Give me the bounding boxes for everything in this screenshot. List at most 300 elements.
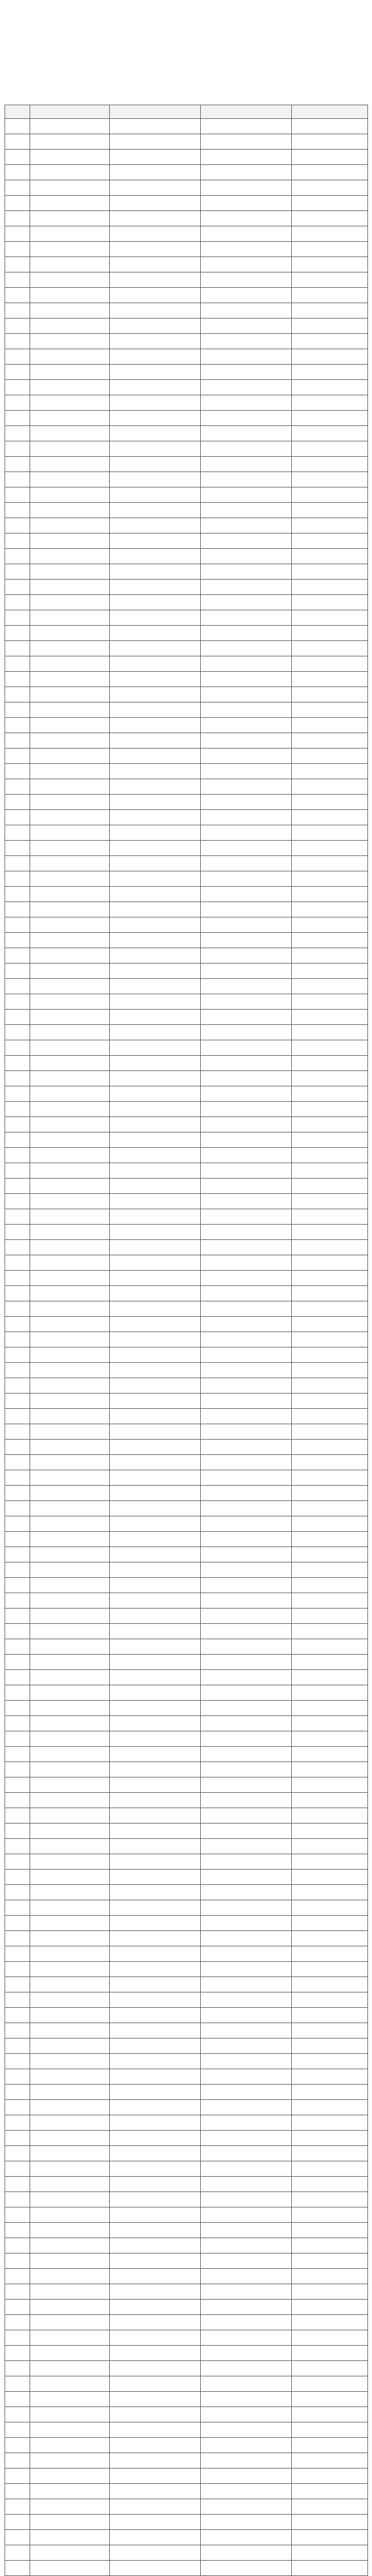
table-cell bbox=[292, 1301, 368, 1317]
table-header bbox=[5, 105, 368, 119]
table-cell bbox=[110, 2161, 201, 2177]
table-cell bbox=[292, 933, 368, 948]
table-cell bbox=[5, 1885, 30, 1900]
table-cell bbox=[110, 979, 201, 994]
table-cell bbox=[201, 764, 292, 779]
table-cell bbox=[201, 1378, 292, 1394]
table-cell bbox=[30, 2346, 110, 2361]
table-cell bbox=[30, 1870, 110, 1885]
table-cell bbox=[5, 2392, 30, 2407]
table-cell bbox=[5, 871, 30, 887]
notice-line bbox=[6, 67, 366, 78]
table-cell bbox=[110, 1240, 201, 1255]
table-cell bbox=[292, 1394, 368, 1409]
table-cell bbox=[201, 2376, 292, 2392]
table-cell bbox=[110, 779, 201, 795]
table-row bbox=[5, 871, 368, 887]
table-cell bbox=[292, 2545, 368, 2561]
table-cell bbox=[292, 2146, 368, 2161]
table-row bbox=[5, 2284, 368, 2300]
table-cell bbox=[5, 687, 30, 702]
table-cell bbox=[30, 580, 110, 595]
table-cell bbox=[201, 933, 292, 948]
table-cell bbox=[110, 2131, 201, 2146]
table-cell bbox=[292, 749, 368, 764]
table-row bbox=[5, 1870, 368, 1885]
table-cell bbox=[292, 411, 368, 426]
table-cell bbox=[110, 1394, 201, 1409]
table-cell bbox=[110, 1716, 201, 1731]
table-row bbox=[5, 749, 368, 764]
table-cell bbox=[292, 856, 368, 871]
table-cell bbox=[5, 2254, 30, 2269]
table-cell bbox=[30, 2300, 110, 2315]
table-cell bbox=[110, 226, 201, 242]
table-cell bbox=[110, 1102, 201, 1117]
table-cell bbox=[30, 2499, 110, 2515]
table-cell bbox=[110, 2284, 201, 2300]
table-row bbox=[5, 1455, 368, 1470]
table-cell bbox=[110, 1086, 201, 1102]
table-row bbox=[5, 1992, 368, 2008]
table-cell bbox=[30, 1255, 110, 1271]
table-cell bbox=[30, 1977, 110, 1992]
table-cell bbox=[201, 1747, 292, 1762]
table-cell bbox=[5, 1824, 30, 1839]
table-row bbox=[5, 764, 368, 779]
table-cell bbox=[30, 534, 110, 549]
table-cell bbox=[292, 1271, 368, 1286]
table-cell bbox=[30, 2192, 110, 2207]
table-cell bbox=[110, 841, 201, 856]
table-cell bbox=[5, 319, 30, 334]
table-cell bbox=[5, 1992, 30, 2008]
table-cell bbox=[292, 1532, 368, 1547]
table-cell bbox=[292, 1317, 368, 1332]
table-cell bbox=[292, 2315, 368, 2330]
table-row bbox=[5, 1716, 368, 1731]
table-cell bbox=[292, 1440, 368, 1455]
table-cell bbox=[110, 1470, 201, 1486]
table-cell bbox=[201, 2330, 292, 2346]
table-cell bbox=[30, 1363, 110, 1378]
table-row bbox=[5, 2008, 368, 2023]
table-cell bbox=[201, 134, 292, 150]
table-cell bbox=[5, 933, 30, 948]
table-cell bbox=[201, 1946, 292, 1962]
table-cell bbox=[292, 994, 368, 1010]
table-cell bbox=[110, 1225, 201, 1240]
table-cell bbox=[110, 1839, 201, 1854]
table-cell bbox=[5, 2346, 30, 2361]
table-cell bbox=[292, 1916, 368, 1931]
table-cell bbox=[201, 1225, 292, 1240]
table-row bbox=[5, 1086, 368, 1102]
table-cell bbox=[201, 1470, 292, 1486]
table-cell bbox=[5, 1117, 30, 1132]
table-cell bbox=[292, 1056, 368, 1071]
table-cell bbox=[292, 349, 368, 365]
table-cell bbox=[292, 1685, 368, 1701]
table-cell bbox=[5, 334, 30, 349]
table-cell bbox=[30, 841, 110, 856]
table-cell bbox=[30, 1163, 110, 1179]
table-cell bbox=[110, 1609, 201, 1624]
table-cell bbox=[292, 365, 368, 380]
table-cell bbox=[30, 242, 110, 257]
table-cell bbox=[292, 2499, 368, 2515]
table-cell bbox=[110, 2530, 201, 2545]
table-cell bbox=[201, 2131, 292, 2146]
table-cell bbox=[292, 1347, 368, 1363]
table-cell bbox=[30, 1609, 110, 1624]
table-cell bbox=[110, 119, 201, 134]
table-cell bbox=[292, 626, 368, 641]
table-cell bbox=[30, 1747, 110, 1762]
table-row bbox=[5, 365, 368, 380]
table-row bbox=[5, 1040, 368, 1056]
table-cell bbox=[5, 134, 30, 150]
table-cell bbox=[110, 411, 201, 426]
table-cell bbox=[30, 119, 110, 134]
table-cell bbox=[201, 610, 292, 626]
table-cell bbox=[292, 1762, 368, 1777]
table-cell bbox=[5, 1808, 30, 1824]
table-cell bbox=[201, 1271, 292, 1286]
table-cell bbox=[201, 1071, 292, 1086]
table-row bbox=[5, 1532, 368, 1547]
table-row bbox=[5, 1010, 368, 1025]
table-row bbox=[5, 1255, 368, 1271]
table-cell bbox=[30, 411, 110, 426]
table-cell bbox=[30, 1455, 110, 1470]
table-cell bbox=[30, 2376, 110, 2392]
table-row bbox=[5, 457, 368, 472]
table-row bbox=[5, 1225, 368, 1240]
table-cell bbox=[110, 549, 201, 564]
table-cell bbox=[292, 825, 368, 841]
table-cell bbox=[292, 1102, 368, 1117]
table-cell bbox=[5, 887, 30, 902]
table-row bbox=[5, 319, 368, 334]
table-cell bbox=[110, 1424, 201, 1440]
table-cell bbox=[5, 1701, 30, 1716]
table-cell bbox=[292, 687, 368, 702]
table-cell bbox=[110, 2515, 201, 2530]
notice-line bbox=[6, 55, 366, 67]
table-cell bbox=[110, 2407, 201, 2422]
table-cell bbox=[30, 1808, 110, 1824]
table-cell bbox=[5, 1363, 30, 1378]
table-cell bbox=[30, 1685, 110, 1701]
table-cell bbox=[30, 1440, 110, 1455]
table-cell bbox=[292, 580, 368, 595]
table-cell bbox=[292, 1808, 368, 1824]
table-cell bbox=[5, 2146, 30, 2161]
table-cell bbox=[292, 380, 368, 395]
table-cell bbox=[201, 2545, 292, 2561]
table-cell bbox=[5, 564, 30, 580]
table-cell bbox=[292, 426, 368, 441]
table-cell bbox=[110, 1363, 201, 1378]
table-row bbox=[5, 1486, 368, 1501]
table-cell bbox=[30, 2085, 110, 2100]
table-cell bbox=[30, 933, 110, 948]
table-cell bbox=[201, 165, 292, 180]
table-cell bbox=[30, 2407, 110, 2422]
table-cell bbox=[110, 1486, 201, 1501]
table-cell bbox=[292, 518, 368, 534]
table-cell bbox=[201, 1132, 292, 1148]
table-cell bbox=[30, 1777, 110, 1793]
table-cell bbox=[292, 702, 368, 718]
table-cell bbox=[30, 1962, 110, 1977]
table-cell bbox=[30, 856, 110, 871]
table-cell bbox=[30, 2392, 110, 2407]
table-cell bbox=[292, 2192, 368, 2207]
table-cell bbox=[292, 610, 368, 626]
table-cell bbox=[292, 487, 368, 503]
table-cell bbox=[5, 1394, 30, 1409]
table-cell bbox=[110, 564, 201, 580]
table-cell bbox=[5, 2545, 30, 2561]
table-cell bbox=[292, 549, 368, 564]
table-cell bbox=[201, 626, 292, 641]
table-cell bbox=[110, 871, 201, 887]
table-cell bbox=[110, 2438, 201, 2453]
table-cell bbox=[30, 1946, 110, 1962]
table-cell bbox=[110, 2039, 201, 2054]
table-cell bbox=[110, 2085, 201, 2100]
table-cell bbox=[292, 1870, 368, 1885]
table-cell bbox=[201, 749, 292, 764]
table-cell bbox=[292, 1562, 368, 1578]
table-row bbox=[5, 303, 368, 319]
table-cell bbox=[292, 1240, 368, 1255]
table-cell bbox=[5, 1670, 30, 1685]
table-cell bbox=[110, 1562, 201, 1578]
table-row bbox=[5, 2254, 368, 2269]
table-cell bbox=[292, 2131, 368, 2146]
table-cell bbox=[110, 2422, 201, 2438]
table-cell bbox=[292, 2300, 368, 2315]
table-cell bbox=[201, 426, 292, 441]
table-cell bbox=[110, 1670, 201, 1685]
table-cell bbox=[110, 1132, 201, 1148]
table-cell bbox=[201, 979, 292, 994]
table-row bbox=[5, 2330, 368, 2346]
table-row bbox=[5, 795, 368, 810]
table-row bbox=[5, 1808, 368, 1824]
table-cell bbox=[5, 2515, 30, 2530]
table-cell bbox=[110, 933, 201, 948]
table-cell bbox=[201, 226, 292, 242]
table-cell bbox=[201, 1824, 292, 1839]
table-row bbox=[5, 426, 368, 441]
table-cell bbox=[110, 1347, 201, 1363]
table-cell bbox=[110, 1516, 201, 1532]
table-cell bbox=[292, 1255, 368, 1271]
table-cell bbox=[292, 1378, 368, 1394]
table-cell bbox=[292, 1501, 368, 1516]
table-cell bbox=[201, 2161, 292, 2177]
table-row bbox=[5, 380, 368, 395]
table-cell bbox=[292, 226, 368, 242]
table-row bbox=[5, 1685, 368, 1701]
table-cell bbox=[110, 902, 201, 917]
table-cell bbox=[292, 1424, 368, 1440]
table-cell bbox=[292, 2039, 368, 2054]
table-cell bbox=[30, 1839, 110, 1854]
table-row bbox=[5, 656, 368, 672]
table-cell bbox=[30, 441, 110, 457]
table-cell bbox=[292, 979, 368, 994]
table-cell bbox=[5, 1424, 30, 1440]
table-cell bbox=[292, 887, 368, 902]
table-cell bbox=[5, 641, 30, 656]
table-row bbox=[5, 2530, 368, 2545]
table-cell bbox=[201, 1854, 292, 1870]
table-cell bbox=[30, 1424, 110, 1440]
table-row bbox=[5, 902, 368, 917]
table-cell bbox=[5, 2039, 30, 2054]
table-row bbox=[5, 334, 368, 349]
table-cell bbox=[292, 1455, 368, 1470]
table-row bbox=[5, 134, 368, 150]
table-cell bbox=[30, 979, 110, 994]
table-cell bbox=[30, 1532, 110, 1547]
table-cell bbox=[110, 1455, 201, 1470]
table-cell bbox=[201, 2315, 292, 2330]
table-cell bbox=[30, 1117, 110, 1132]
table-cell bbox=[201, 1056, 292, 1071]
table-cell bbox=[30, 1102, 110, 1117]
table-cell bbox=[5, 457, 30, 472]
table-row bbox=[5, 2376, 368, 2392]
table-row bbox=[5, 2131, 368, 2146]
table-cell bbox=[5, 779, 30, 795]
table-cell bbox=[292, 595, 368, 610]
table-cell bbox=[110, 2269, 201, 2284]
table-cell bbox=[30, 733, 110, 749]
table-cell bbox=[201, 288, 292, 303]
table-row bbox=[5, 1670, 368, 1685]
table-cell bbox=[30, 2315, 110, 2330]
table-cell bbox=[5, 2499, 30, 2515]
table-cell bbox=[292, 2438, 368, 2453]
table-row bbox=[5, 1347, 368, 1363]
table-cell bbox=[30, 487, 110, 503]
column-header bbox=[5, 105, 30, 119]
table-row bbox=[5, 1117, 368, 1132]
table-cell bbox=[30, 150, 110, 165]
table-cell bbox=[110, 1731, 201, 1747]
table-cell bbox=[30, 1409, 110, 1424]
table-cell bbox=[201, 1593, 292, 1609]
table-cell bbox=[292, 1885, 368, 1900]
table-cell bbox=[5, 503, 30, 518]
table-cell bbox=[30, 1394, 110, 1409]
table-cell bbox=[201, 1532, 292, 1547]
table-cell bbox=[5, 2422, 30, 2438]
table-row bbox=[5, 1839, 368, 1854]
table-cell bbox=[30, 1716, 110, 1731]
table-cell bbox=[5, 1624, 30, 1639]
table-cell bbox=[201, 1885, 292, 1900]
table-cell bbox=[201, 457, 292, 472]
table-cell bbox=[30, 2361, 110, 2376]
table-cell bbox=[110, 1885, 201, 1900]
table-cell bbox=[30, 1025, 110, 1040]
table-cell bbox=[201, 1209, 292, 1225]
table-row bbox=[5, 1593, 368, 1609]
table-cell bbox=[30, 1655, 110, 1670]
table-cell bbox=[30, 749, 110, 764]
table-cell bbox=[201, 1440, 292, 1455]
table-cell bbox=[292, 472, 368, 487]
table-cell bbox=[5, 1532, 30, 1547]
table-cell bbox=[5, 119, 30, 134]
table-cell bbox=[292, 119, 368, 134]
table-cell bbox=[292, 1670, 368, 1685]
table-cell bbox=[5, 610, 30, 626]
table-cell bbox=[5, 1163, 30, 1179]
table-cell bbox=[30, 1916, 110, 1931]
table-cell bbox=[292, 319, 368, 334]
table-cell bbox=[30, 1639, 110, 1655]
table-cell bbox=[5, 2407, 30, 2422]
table-cell bbox=[292, 641, 368, 656]
table-cell bbox=[201, 257, 292, 272]
table-cell bbox=[201, 641, 292, 656]
table-cell bbox=[201, 2008, 292, 2023]
table-cell bbox=[5, 1685, 30, 1701]
table-row bbox=[5, 1056, 368, 1071]
table-cell bbox=[110, 994, 201, 1010]
table-cell bbox=[110, 672, 201, 687]
table-cell bbox=[201, 1255, 292, 1271]
table-cell bbox=[30, 2330, 110, 2346]
notice-line bbox=[6, 90, 366, 102]
table-row bbox=[5, 2023, 368, 2039]
table-row bbox=[5, 1562, 368, 1578]
table-cell bbox=[201, 211, 292, 226]
table-cell bbox=[292, 1977, 368, 1992]
table-cell bbox=[5, 718, 30, 733]
table-cell bbox=[110, 2223, 201, 2238]
table-cell bbox=[5, 1501, 30, 1516]
table-cell bbox=[5, 656, 30, 672]
table-cell bbox=[30, 2039, 110, 2054]
table-cell bbox=[30, 134, 110, 150]
table-cell bbox=[292, 672, 368, 687]
table-cell bbox=[201, 917, 292, 933]
table-cell bbox=[30, 871, 110, 887]
table-row bbox=[5, 733, 368, 749]
table-cell bbox=[201, 1163, 292, 1179]
table-cell bbox=[5, 1854, 30, 1870]
table-row bbox=[5, 994, 368, 1010]
table-cell bbox=[110, 626, 201, 641]
table-cell bbox=[5, 196, 30, 211]
table-cell bbox=[201, 2054, 292, 2069]
table-cell bbox=[5, 1655, 30, 1670]
table-cell bbox=[110, 2376, 201, 2392]
table-cell bbox=[110, 718, 201, 733]
table-cell bbox=[292, 1747, 368, 1762]
table-cell bbox=[5, 288, 30, 303]
table-cell bbox=[5, 395, 30, 411]
